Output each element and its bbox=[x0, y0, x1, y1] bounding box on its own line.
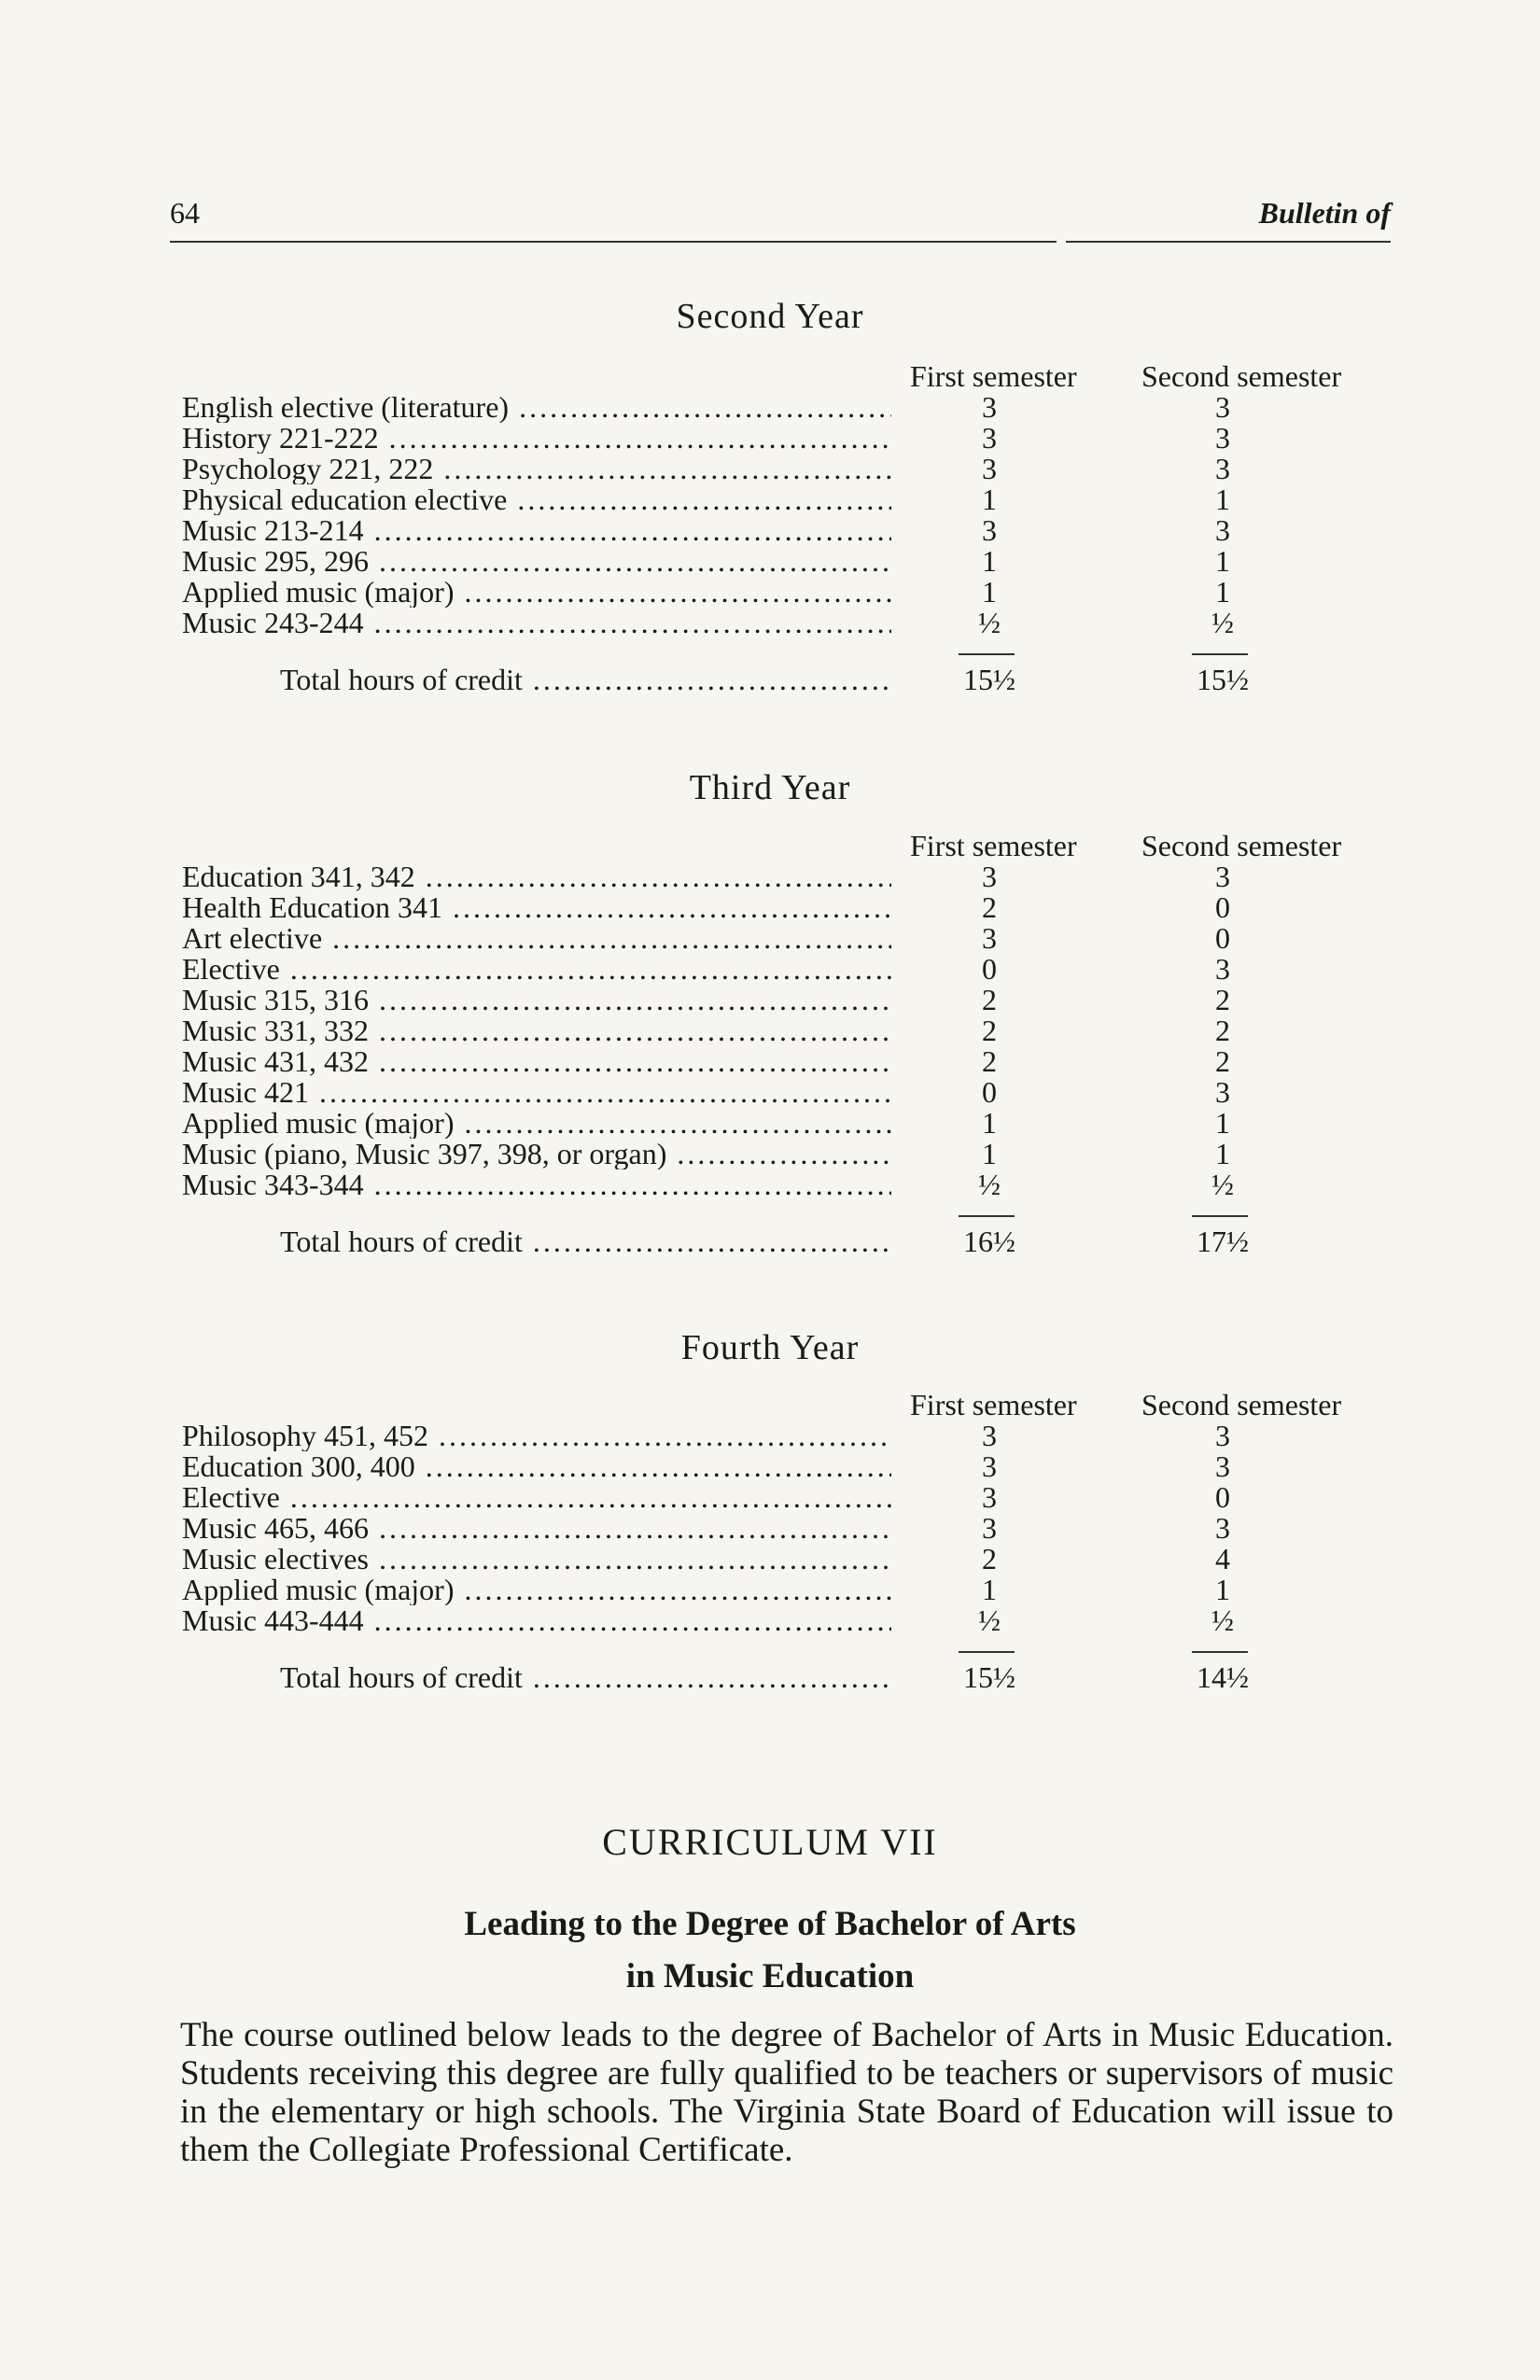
first-semester-hours: 3 bbox=[982, 390, 997, 424]
second-semester-hours: 0 bbox=[1215, 921, 1230, 955]
total-label: Total hours of credit ..... bbox=[280, 663, 891, 696]
course-name: Education 341, 342 ..... bbox=[182, 861, 891, 892]
table-row bbox=[182, 608, 1395, 638]
header-rule-left bbox=[170, 241, 1057, 243]
sum-rule-first bbox=[959, 1215, 1015, 1217]
sum-rule-first bbox=[959, 1651, 1015, 1653]
degree-title-line-2: in Music Education bbox=[625, 1957, 915, 1995]
page-number: 64 bbox=[170, 196, 200, 230]
second-semester-hours: ½ bbox=[1211, 1603, 1234, 1637]
course-name: Education 300, 400 ..... bbox=[182, 1451, 891, 1482]
course-name: Music 315, 316 ..... bbox=[182, 985, 891, 1015]
course-name: Music (piano, Music 397, 398, or organ) ..... bbox=[182, 1139, 891, 1169]
table-row bbox=[182, 892, 1395, 923]
second-semester-hours: 1 bbox=[1215, 1137, 1230, 1170]
first-semester-hours: 3 bbox=[982, 452, 997, 485]
first-semester-hours: 3 bbox=[982, 1511, 997, 1545]
total-row bbox=[182, 1660, 1395, 1694]
course-name: Elective ..... bbox=[182, 1482, 891, 1513]
column-header-second-semester: Second semester bbox=[1141, 829, 1342, 862]
second-semester-hours: 3 bbox=[1215, 421, 1230, 455]
first-semester-hours: 1 bbox=[982, 483, 997, 516]
first-semester-hours: 1 bbox=[982, 1106, 997, 1140]
table-row bbox=[182, 954, 1395, 985]
course-name: Art elective ..... bbox=[182, 923, 891, 954]
course-name: Music 421 ..... bbox=[182, 1077, 891, 1108]
section-title-third-year: Third Year bbox=[689, 768, 851, 807]
course-name: Music 431, 432 ..... bbox=[182, 1046, 891, 1077]
second-semester-hours: 1 bbox=[1215, 483, 1230, 516]
first-semester-hours: 3 bbox=[982, 1480, 997, 1514]
course-name: Music 213-214 ..... bbox=[182, 515, 891, 546]
table-row bbox=[182, 1046, 1395, 1077]
column-header-first-semester: First semester bbox=[910, 1388, 1077, 1421]
course-name: Philosophy 451, 452 ..... bbox=[182, 1421, 891, 1451]
table-row bbox=[182, 1421, 1395, 1451]
table-row bbox=[182, 1139, 1395, 1169]
first-semester-total: 16½ bbox=[963, 1225, 1015, 1258]
column-header-first-semester: First semester bbox=[910, 359, 1077, 393]
second-semester-hours: 0 bbox=[1215, 890, 1230, 924]
second-semester-hours: 4 bbox=[1215, 1542, 1230, 1575]
header-rule-right bbox=[1066, 241, 1391, 243]
total-label: Total hours of credit ..... bbox=[280, 1660, 891, 1694]
table-row bbox=[182, 392, 1395, 423]
second-semester-hours: 3 bbox=[1215, 452, 1230, 485]
first-semester-hours: 0 bbox=[982, 1075, 997, 1109]
table-row bbox=[182, 515, 1395, 546]
table-row bbox=[182, 1015, 1395, 1046]
total-row bbox=[182, 663, 1395, 696]
course-name: Music 331, 332 ..... bbox=[182, 1015, 891, 1046]
course-name: Applied music (major) ..... bbox=[182, 577, 891, 608]
section-title-second-year: Second Year bbox=[676, 297, 864, 336]
course-name: Music 465, 466 ..... bbox=[182, 1513, 891, 1544]
second-semester-hours: 1 bbox=[1215, 1573, 1230, 1606]
course-name: Music 343-344 ..... bbox=[182, 1169, 891, 1200]
course-name: Applied music (major) ..... bbox=[182, 1575, 891, 1605]
course-name: English elective (literature) ..... bbox=[182, 392, 891, 423]
course-name: History 221-222 ..... bbox=[182, 423, 891, 454]
sum-rule-second bbox=[1192, 653, 1248, 655]
course-name: Health Education 341 ..... bbox=[182, 892, 891, 923]
first-semester-hours: 3 bbox=[982, 1449, 997, 1483]
first-semester-hours: 0 bbox=[982, 952, 997, 986]
table-row bbox=[182, 923, 1395, 954]
table-row bbox=[182, 1605, 1395, 1636]
table-row bbox=[182, 861, 1395, 892]
first-semester-hours: 1 bbox=[982, 1573, 997, 1606]
table-row bbox=[182, 1108, 1395, 1139]
first-semester-hours: 3 bbox=[982, 1419, 997, 1452]
table-row bbox=[182, 546, 1395, 577]
sum-rule-first bbox=[959, 653, 1015, 655]
course-name: Elective ..... bbox=[182, 954, 891, 985]
second-semester-hours: 2 bbox=[1215, 983, 1230, 1016]
second-semester-hours: 3 bbox=[1215, 513, 1230, 547]
course-name: Music 295, 296 ..... bbox=[182, 546, 891, 577]
table-row bbox=[182, 1482, 1395, 1513]
curriculum-description: The course outlined below leads to the degree of Bachelor of Arts in Music Education. Students receiving this degree are fully qualified to be teachers or supervisors of music in the elementary or high schools. The Virginia State Board of Education will issue to them the Collegiate Professional Certificate. bbox=[180, 2016, 1393, 2169]
first-semester-hours: ½ bbox=[978, 1168, 1001, 1201]
table-row bbox=[182, 577, 1395, 608]
second-semester-hours: 3 bbox=[1215, 390, 1230, 424]
second-semester-hours: ½ bbox=[1211, 1168, 1234, 1201]
second-semester-hours: 1 bbox=[1215, 1106, 1230, 1140]
table-row bbox=[182, 1077, 1395, 1108]
column-header-first-semester: First semester bbox=[910, 829, 1077, 862]
first-semester-hours: 2 bbox=[982, 1542, 997, 1575]
second-semester-hours: 1 bbox=[1215, 544, 1230, 578]
running-head: Bulletin of bbox=[1258, 196, 1391, 230]
first-semester-hours: 3 bbox=[982, 860, 997, 893]
section-title-fourth-year: Fourth Year bbox=[680, 1328, 860, 1367]
course-name: Physical education elective ..... bbox=[182, 484, 891, 515]
second-semester-hours: 2 bbox=[1215, 1044, 1230, 1078]
table-row bbox=[182, 985, 1395, 1015]
second-semester-hours: 3 bbox=[1215, 1419, 1230, 1452]
course-name: Music 443-444 ..... bbox=[182, 1605, 891, 1636]
first-semester-hours: ½ bbox=[978, 606, 1001, 639]
column-header-second-semester: Second semester bbox=[1141, 1388, 1342, 1421]
second-semester-total: 15½ bbox=[1197, 663, 1249, 696]
column-header-second-semester: Second semester bbox=[1141, 359, 1342, 393]
course-name: Music 243-244 ..... bbox=[182, 608, 891, 638]
table-row bbox=[182, 1169, 1395, 1200]
second-semester-total: 14½ bbox=[1197, 1660, 1249, 1694]
first-semester-hours: 2 bbox=[982, 1014, 997, 1047]
total-label: Total hours of credit ..... bbox=[280, 1225, 891, 1258]
course-name: Music electives ..... bbox=[182, 1544, 891, 1575]
curriculum-title: CURRICULUM VII bbox=[602, 1821, 938, 1863]
table-row bbox=[182, 484, 1395, 515]
table-row bbox=[182, 454, 1395, 484]
second-semester-hours: 3 bbox=[1215, 1075, 1230, 1109]
course-name: Applied music (major) ..... bbox=[182, 1108, 891, 1139]
course-name: Psychology 221, 222 ..... bbox=[182, 454, 891, 484]
second-semester-hours: 0 bbox=[1215, 1480, 1230, 1514]
second-semester-hours: 2 bbox=[1215, 1014, 1230, 1047]
page-header bbox=[170, 196, 1391, 243]
table-row bbox=[182, 1451, 1395, 1482]
first-semester-total: 15½ bbox=[963, 1660, 1015, 1694]
first-semester-hours: 1 bbox=[982, 544, 997, 578]
table-row bbox=[182, 423, 1395, 454]
first-semester-hours: 3 bbox=[982, 421, 997, 455]
second-semester-hours: 3 bbox=[1215, 860, 1230, 893]
first-semester-hours: 2 bbox=[982, 983, 997, 1016]
first-semester-hours: 1 bbox=[982, 575, 997, 609]
first-semester-hours: 3 bbox=[982, 921, 997, 955]
sum-rule-second bbox=[1192, 1651, 1248, 1653]
table-row bbox=[182, 1544, 1395, 1575]
first-semester-hours: ½ bbox=[978, 1603, 1001, 1637]
total-row bbox=[182, 1225, 1395, 1258]
sum-rule-second bbox=[1192, 1215, 1248, 1217]
degree-title-line-1: Leading to the Degree of Bachelor of Arts bbox=[464, 1905, 1076, 1943]
table-row bbox=[182, 1513, 1395, 1544]
second-semester-total: 17½ bbox=[1197, 1225, 1249, 1258]
second-semester-hours: 3 bbox=[1215, 1449, 1230, 1483]
second-semester-hours: 3 bbox=[1215, 952, 1230, 986]
first-semester-hours: 3 bbox=[982, 513, 997, 547]
first-semester-hours: 2 bbox=[982, 1044, 997, 1078]
second-semester-hours: 1 bbox=[1215, 575, 1230, 609]
second-semester-hours: 3 bbox=[1215, 1511, 1230, 1545]
first-semester-total: 15½ bbox=[963, 663, 1015, 696]
first-semester-hours: 2 bbox=[982, 890, 997, 924]
first-semester-hours: 1 bbox=[982, 1137, 997, 1170]
table-row bbox=[182, 1575, 1395, 1605]
second-semester-hours: ½ bbox=[1211, 606, 1234, 639]
